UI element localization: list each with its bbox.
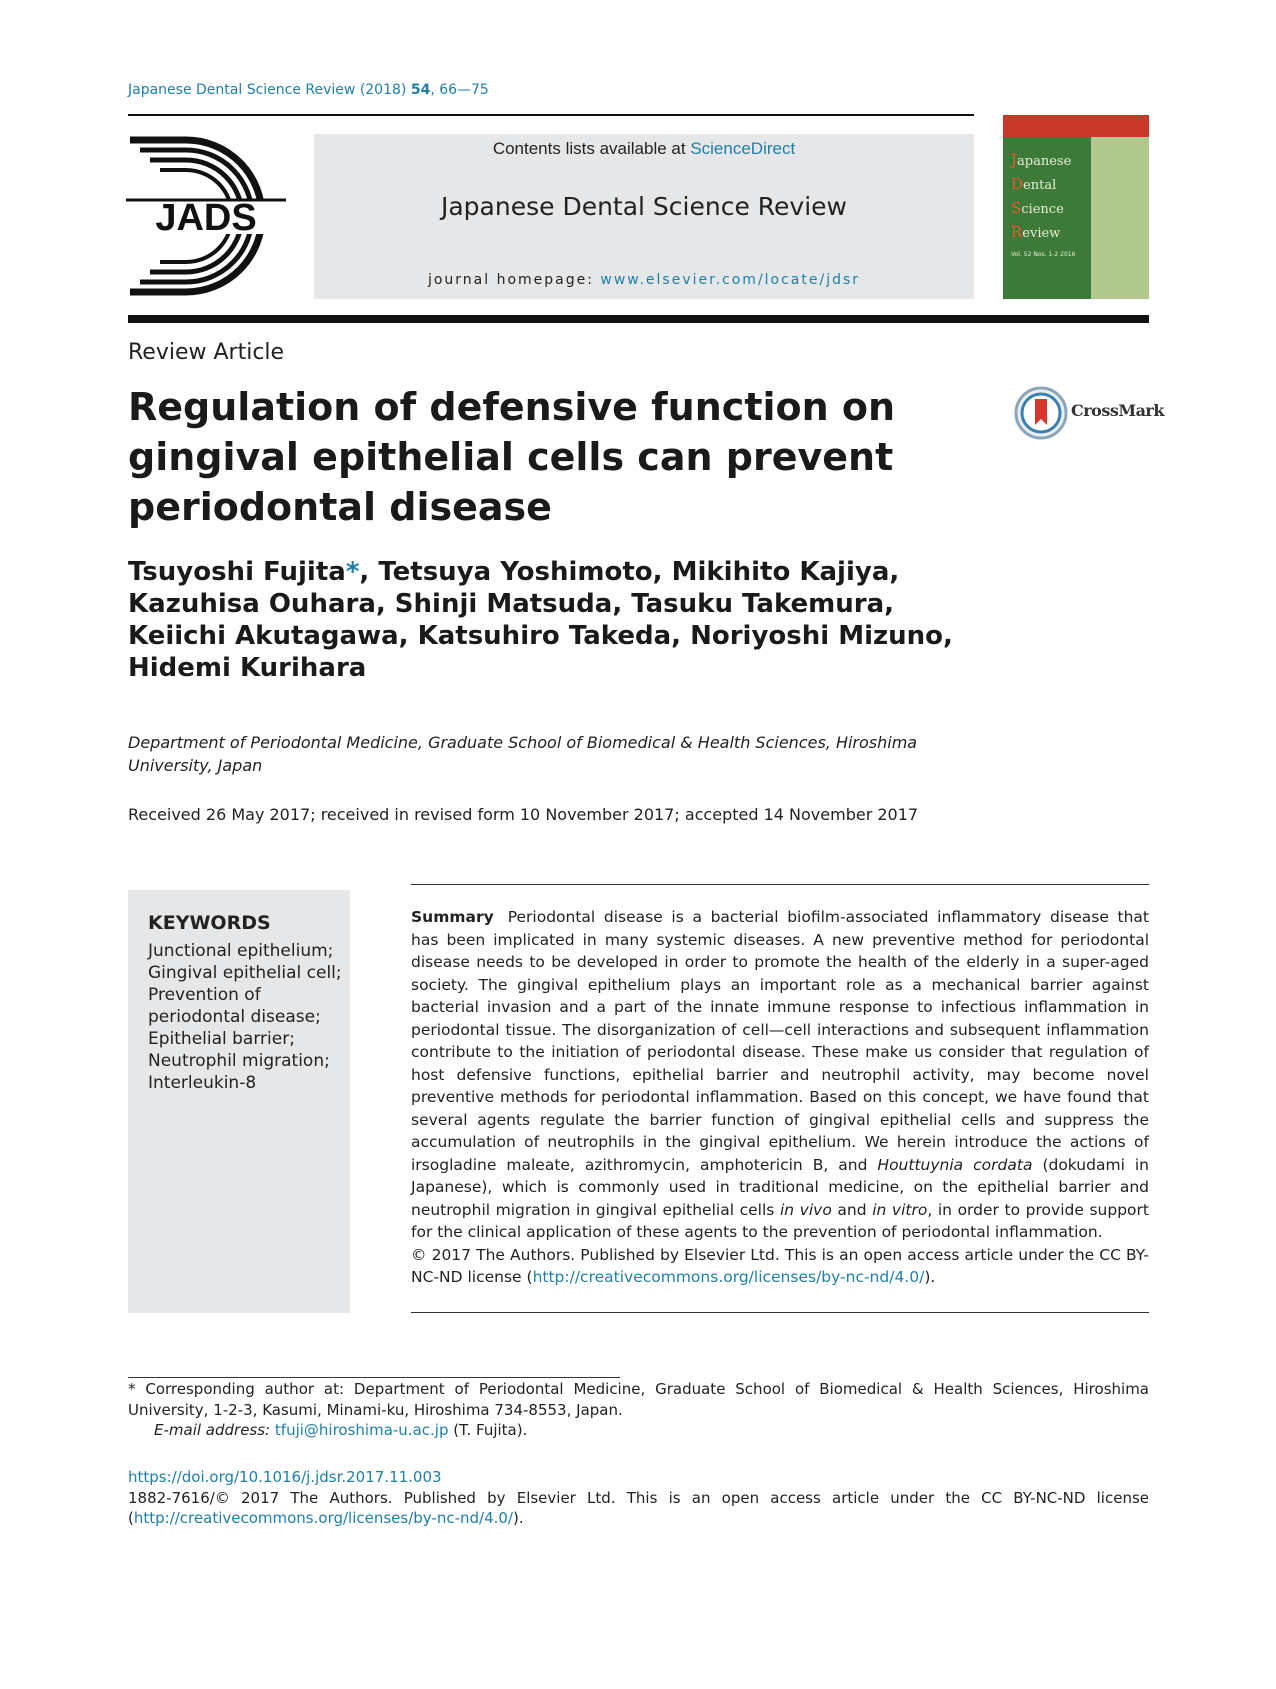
keywords-heading: KEYWORDS [148,912,271,934]
homepage-link[interactable]: www.elsevier.com/locate/jdsr [600,272,861,288]
footer-license-link[interactable]: http://creativecommons.org/licenses/by-nc-nd/4.0/ [133,1509,513,1527]
cover-top-band [1003,115,1149,137]
journal-banner [314,134,974,299]
journal-citation[interactable] [128,82,489,98]
author-name: Tsuyoshi Fujita [128,557,346,587]
cover-volume: Vol. 52 Nos. 1-2 2016 [1011,251,1076,258]
citation-volume: 54 [410,82,431,98]
abstract: Summary Periodontal disease is a bacterial biofilm-associated inflammatory disease that has been implicated in many systemic diseases. A new preventive method for periodontal disease needs to be developed in order to promote the health of the elderly in a super-aged society. The gingival epithelium plays an important role as a mechanical barrier against bacterial invasion and a part of the innate immune response to infectious inflammation in periodontal tissue. The disorganization of cell—cell interactions and subsequent inflammation contribute to the initiation of periodontal disease. These make us consider that regulation of host defensive functions, epithelial barrier and neutrophil activity, may become novel preventive methods for periodontal inflammation. Based on this concept, we have found that several agents regulate the barrier function of gingival epithelial cells and suppress the accumulation of neutrophils in the gingival epithelium. We herein introduce the actions of irsogladine maleate, azithromycin, amphotericin B, and Houttuynia cordata (dokudami in Japanese), which is commonly used in traditional medicine, on the epithelial barrier and neutrophil migration in gingival epithelial cells in vivo and in vitro, in order to provide support for the clinical application of these agents to the prevention of periodontal inflammation. © 2017 The Authors. Published by Elsevier Ltd. This is an open access article under the CC BY-NC-ND license (http://creativecommons.org/licenses/by-nc-nd/4.0/). [411,908,1149,1286]
affiliation: Department of Periodontal Medicine, Graduate School of Biomedical & Health Sciences, Hiroshima University, Japan [128,733,918,775]
crossmark-label: CrossMark [1071,401,1164,420]
email-link[interactable]: tfuji@hiroshima-u.ac.jp [274,1421,449,1439]
homepage-line: journal homepage: www.elsevier.com/locate/jdsr [427,272,861,288]
journal-title: Japanese Dental Science Review [440,192,847,221]
corresponding-author-footnote: * Corresponding author at: Department of Periodontal Medicine, Graduate School of Biomedical & Health Sciences, Hiroshima University, 1-2-3, Kasumi, Minami-ku, Hiroshima 734-8553, Japan. [128,1380,1149,1419]
cover-title-line2: Dental [1011,175,1057,193]
crossmark-icon [1013,385,1069,441]
citation-journal: Japanese Dental Science Review (2018) [128,82,407,98]
cover-title-line1: Japanese [1011,151,1072,169]
keyword-item: Interleukin-8 [148,1073,257,1093]
abstract-rule-bottom [411,1312,1149,1313]
doi-link[interactable]: https://doi.org/10.1016/j.jdsr.2017.11.003 [128,1468,442,1486]
sciencedirect-link[interactable]: ScienceDirect [690,139,796,158]
contents-line: Contents lists available at ScienceDirect [492,139,796,158]
keyword-item: Neutrophil migration; [148,1051,330,1071]
cover-title-line3: Science [1011,199,1064,217]
keywords-list [148,940,348,1094]
copyright-line: 1882-7616/© 2017 The Authors. Published by Elsevier Ltd. This is an open access article under the CC BY-NC-ND license [128,1489,1149,1507]
citation-pages: , 66—75 [430,82,489,98]
journal-cover-thumbnail[interactable] [1003,115,1149,299]
abstract-label: Summary [411,908,494,926]
crossmark-badge[interactable] [1013,385,1164,441]
author-list: Tsuyoshi Fujita*, Tetsuya Yoshimoto, Mikihito Kajiya, Kazuhisa Ouhara, Shinji Matsuda, Tasuku Takemura, Keiichi Akutagawa, Katsuhiro Takeda, Noriyoshi Mizuno, Hidemi Kurihara [128,557,953,683]
cover-title-line4: Review [1011,223,1061,241]
email-line: E-mail address: tfuji@hiroshima-u.ac.jp (T. Fujita). [154,1421,528,1439]
keyword-item: Prevention of periodontal disease; [148,985,321,1027]
top-rule [128,114,974,116]
keyword-item: Epithelial barrier; [148,1029,295,1049]
abstract-rule-top [411,884,1149,885]
keywords-box [128,890,350,1313]
jads-logo [126,136,286,296]
email-label: E-mail address: [154,1421,271,1439]
copyright-license-line: (http://creativecommons.org/licenses/by-nc-nd/4.0/). [128,1509,524,1527]
keyword-item: Junctional epithelium; [148,941,334,961]
header-rule [128,315,1149,323]
corresponding-author-marker[interactable]: * [345,557,360,587]
keyword-item: Gingival epithelial cell; [148,963,342,983]
jads-logo-text: JADS [155,197,257,239]
footnote-rule [128,1377,620,1378]
license-link[interactable]: http://creativecommons.org/licenses/by-nc-nd/4.0/ [532,1268,925,1286]
article-dates: Received 26 May 2017; received in revised form 10 November 2017; accepted 14 November 2017 [128,805,919,824]
article-title: Regulation of defensive function on gingival epithelial cells can prevent periodontal disease [128,385,896,529]
abstract-license: © 2017 The Authors. Published by Elsevier Ltd. This is an open access article under the CC BY-NC-ND license ( [411,1245,1149,1286]
article-type: Review Article [128,340,285,365]
